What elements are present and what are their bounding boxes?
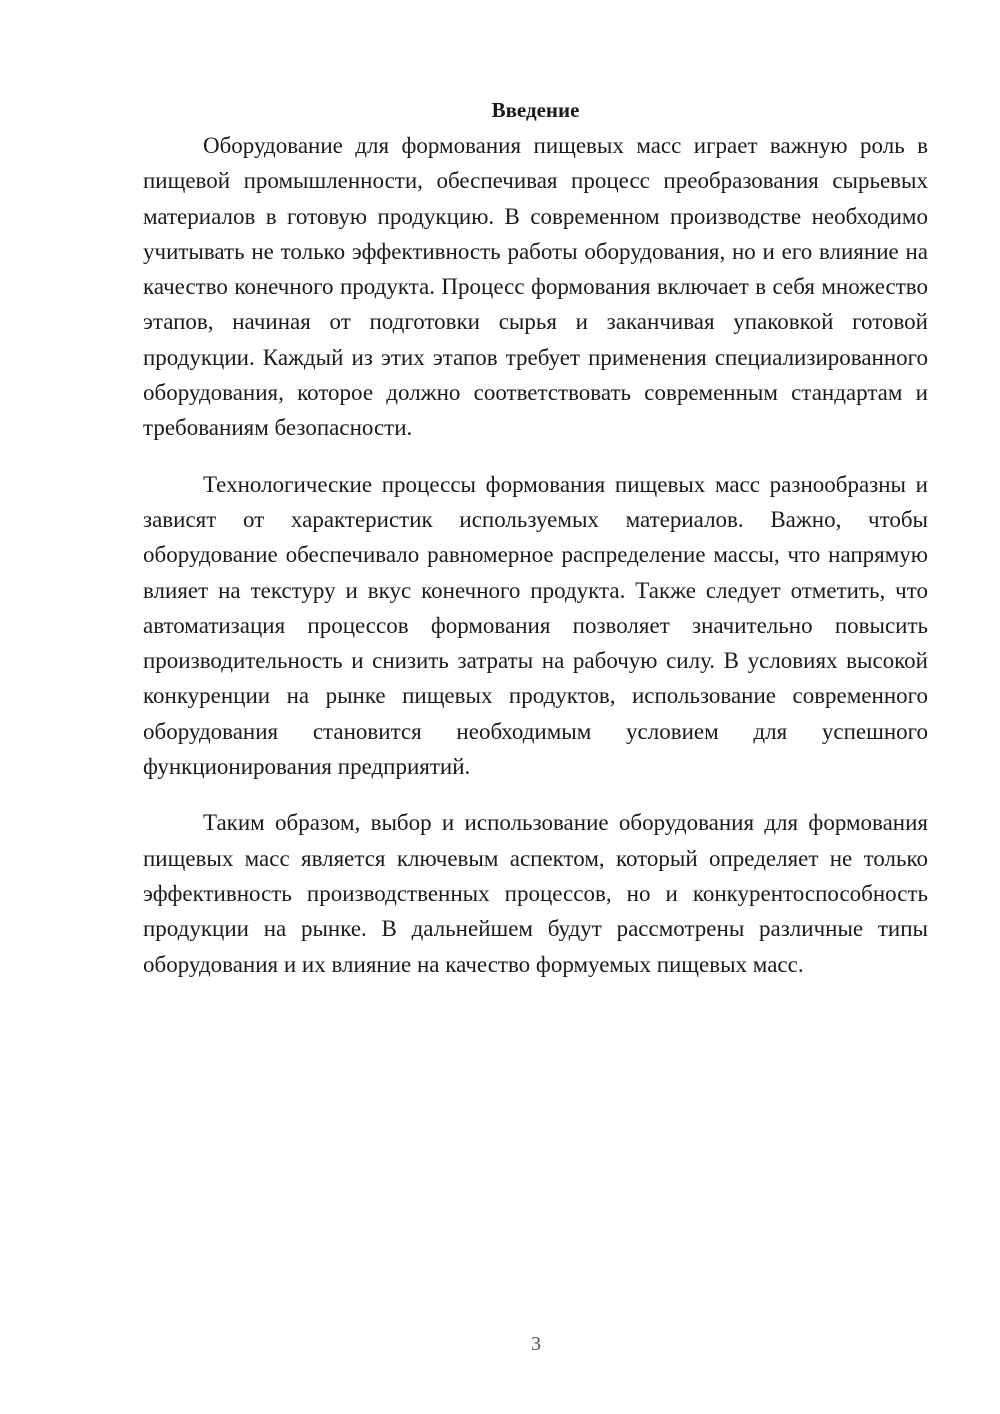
paragraph-1: Оборудование для формования пищевых масс играет важную роль в пищевой промышленности, обеспечивая процесс преобразования сырьевых материалов в готовую продукцию. В современном производстве необходимо учитывать не только эффективность работы оборудования, но и его влияние на качество конечного продукта. Процесс формования включает в себя множество этапов, начиная от подготовки сырья и заканчивая упаковкой готовой продукции. Каждый из этих этапов требует применения специализированного оборудования, которое должно соответствовать современным стандартам и требованиям безопасности. bbox=[143, 133, 928, 441]
paragraph-3: Таким образом, выбор и использование оборудования для формования пищевых масс является ключевым аспектом, который определяет не только эффективность производственных процессов, но и конкурентоспособность продукции на рынке. В дальнейшем будут рассмотрены различные типы оборудования и их влияние на качество формуемых пищевых масс. bbox=[143, 810, 928, 977]
section-title: Введение bbox=[491, 98, 580, 122]
document-body bbox=[143, 92, 928, 1003]
paragraph-2: Технологические процессы формования пищевых масс разнообразны и зависят от характеристик используемых материалов. Важно, чтобы оборудование обеспечивало равномерное распределение массы, что напрямую влияет на текстуру и вкус конечного продукта. Также следует отметить, что автоматизация процессов формования позволяет значительно повысить производительность и снизить затраты на рабочую силу. В условиях высокой конкуренции на рынке пищевых продуктов, использование современного оборудования становится необходимым условием для успешного функционирования предприятий. bbox=[143, 471, 928, 780]
page-number: 3 bbox=[531, 1333, 541, 1355]
